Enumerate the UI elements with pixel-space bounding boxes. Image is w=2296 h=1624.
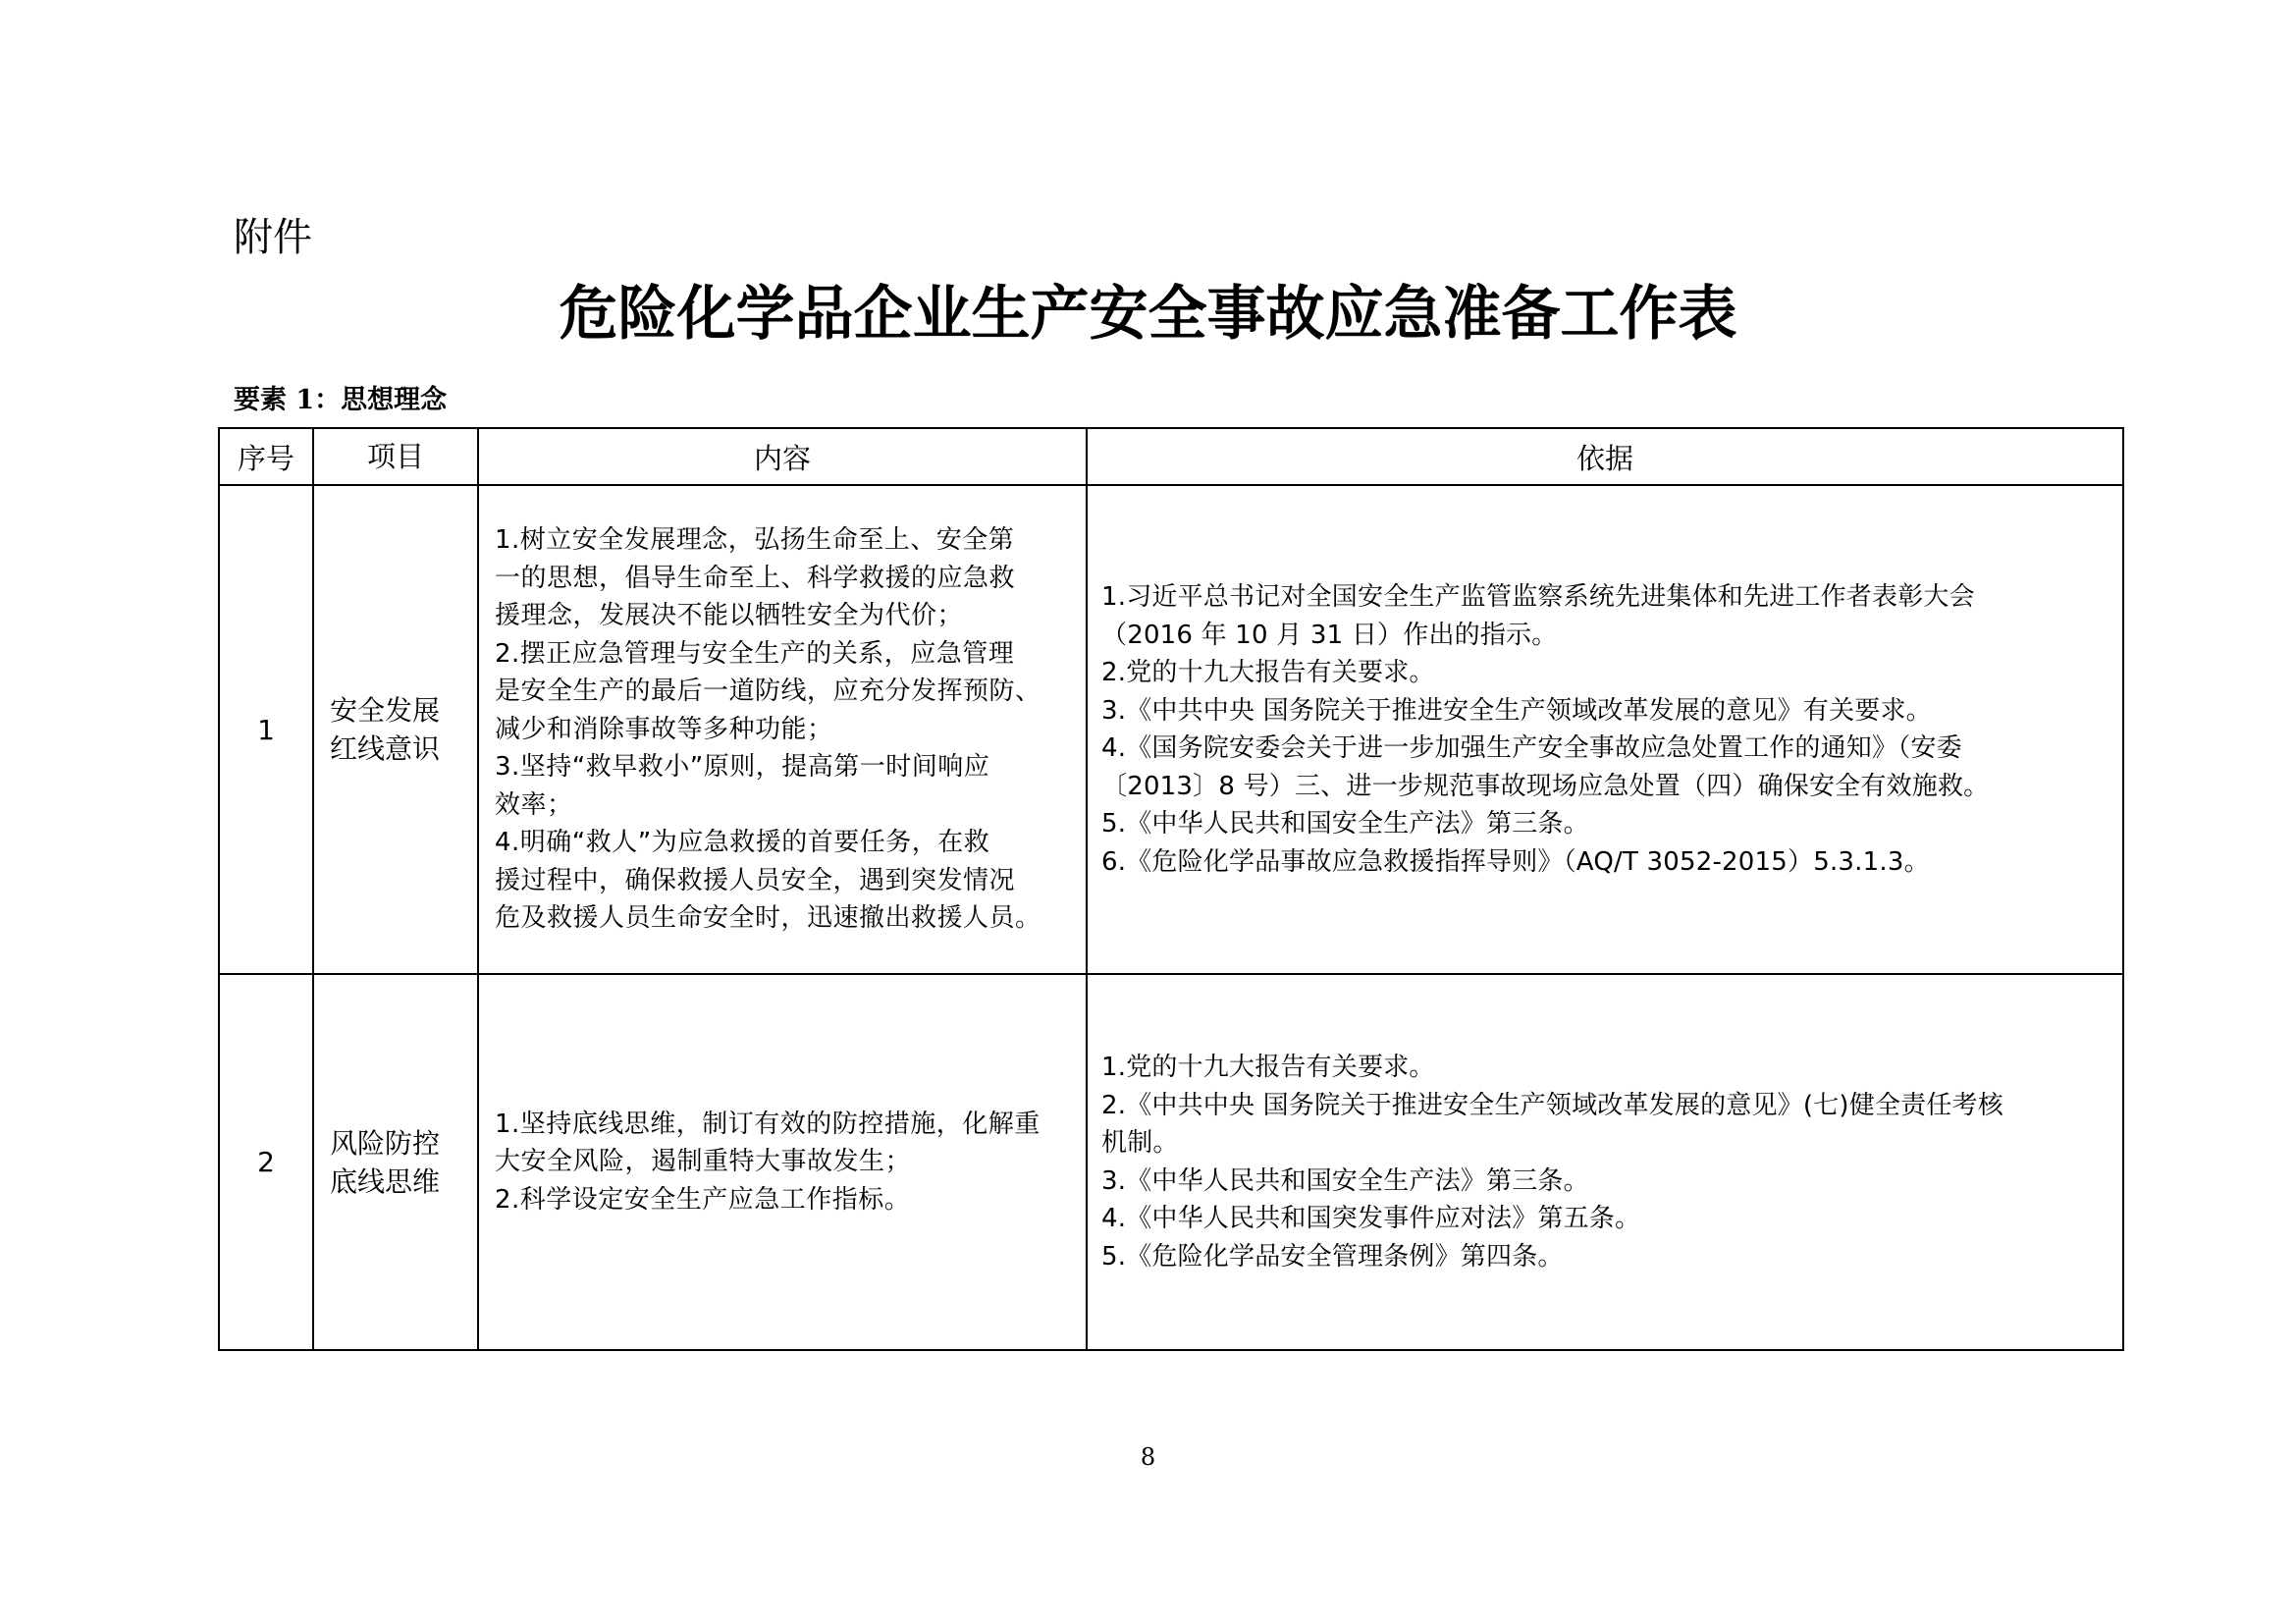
content-line: 一的思想，倡导生命至上、科学救援的应急救 (495, 563, 1016, 593)
content-line: 1.树立安全发展理念，弘扬生命至上、安全第 (495, 525, 1015, 556)
basis-line: 6.《危险化学品事故应急救援指挥导则》（AQ/T 3052-2015）5.3.1.3。 (1101, 846, 1930, 877)
content-line: 3.坚持“救早救小”原则，提高第一时间响应 (495, 752, 990, 783)
basis-line: 2.《中共中央 国务院关于推进安全生产领域改革发展的意见》(七)健全责任考核 (1101, 1090, 2003, 1120)
basis-line: 1.习近平总书记对全国安全生产监管监察系统先进集体和先进工作者表彰大会 (1101, 582, 1975, 612)
basis-line: 3.《中共中央 国务院关于推进安全生产领域改革发展的意见》有关要求。 (1101, 695, 1932, 726)
content-line: 大安全风险，遏制重特大事故发生； (495, 1147, 912, 1177)
item-line: 安全发展 (330, 694, 441, 727)
item-line: 红线意识 (330, 732, 441, 765)
item-line: 底线思维 (330, 1164, 441, 1198)
attachment-label: 附件 (234, 215, 312, 260)
content-line: 2.摆正应急管理与安全生产的关系，应急管理 (495, 638, 1015, 669)
content-cell (478, 974, 1087, 1350)
item-cell (313, 974, 478, 1350)
item-line: 风险防控 (330, 1126, 441, 1160)
content-line: 是安全生产的最后一道防线，应充分发挥预防、 (495, 677, 1041, 707)
item-cell (313, 485, 478, 974)
basis-line: 5.《危险化学品安全管理条例》第四条。 (1101, 1241, 1564, 1272)
column-header-no: 序号 (219, 428, 313, 485)
content-line: 4.明确“救人”为应急救援的首要任务，在救 (495, 828, 990, 858)
page-number: 8 (1140, 1443, 1156, 1471)
table-header-row (219, 428, 2123, 485)
preparedness-table (218, 427, 2124, 1351)
column-header-content: 内容 (478, 428, 1087, 485)
content-line: 危及救援人员生命安全时，迅速撤出救援人员。 (495, 903, 1041, 934)
row-number-cell: 2 (219, 974, 313, 1350)
basis-line: 5.《中华人民共和国安全生产法》第三条。 (1101, 809, 1589, 839)
content-line: 援理念，发展决不能以牺牲安全为代价； (495, 601, 964, 631)
column-header-item: 项目 (313, 428, 478, 485)
row-number-cell: 1 (219, 485, 313, 974)
basis-line: 1.党的十九大报告有关要求。 (1101, 1053, 1435, 1082)
column-header-basis: 依据 (1087, 428, 2123, 485)
table-row (219, 974, 2123, 1350)
element-label: 要素 1：思想理念 (234, 385, 448, 415)
basis-line: 4.《中华人民共和国突发事件应对法》第五条。 (1101, 1204, 1641, 1233)
basis-line: （2016 年 10 月 31 日）作出的指示。 (1101, 620, 1558, 650)
basis-line: 机制。 (1101, 1128, 1179, 1158)
content-line: 减少和消除事故等多种功能； (495, 714, 833, 744)
basis-cell (1087, 974, 2123, 1350)
document-title: 危险化学品企业生产安全事故应急准备工作表 (559, 280, 1737, 349)
content-line: 1.坚持底线思维，制订有效的防控措施，化解重 (495, 1109, 1041, 1139)
content-line: 效率； (495, 789, 573, 820)
basis-line: 4.《国务院安委会关于进一步加强生产安全事故应急处置工作的通知》（安委 (1101, 733, 1962, 763)
table-row (219, 485, 2123, 974)
basis-line: 3.《中华人民共和国安全生产法》第三条。 (1101, 1165, 1589, 1196)
basis-line: 〔2013〕8 号）三、进一步规范事故现场应急处置（四）确保安全有效施救。 (1101, 771, 1990, 801)
basis-line: 2.党的十九大报告有关要求。 (1101, 658, 1435, 687)
content-cell (478, 485, 1087, 974)
content-line: 2.科学设定安全生产应急工作指标。 (495, 1184, 911, 1215)
content-line: 援过程中，确保救援人员安全，遇到突发情况 (495, 865, 1016, 895)
basis-cell (1087, 485, 2123, 974)
